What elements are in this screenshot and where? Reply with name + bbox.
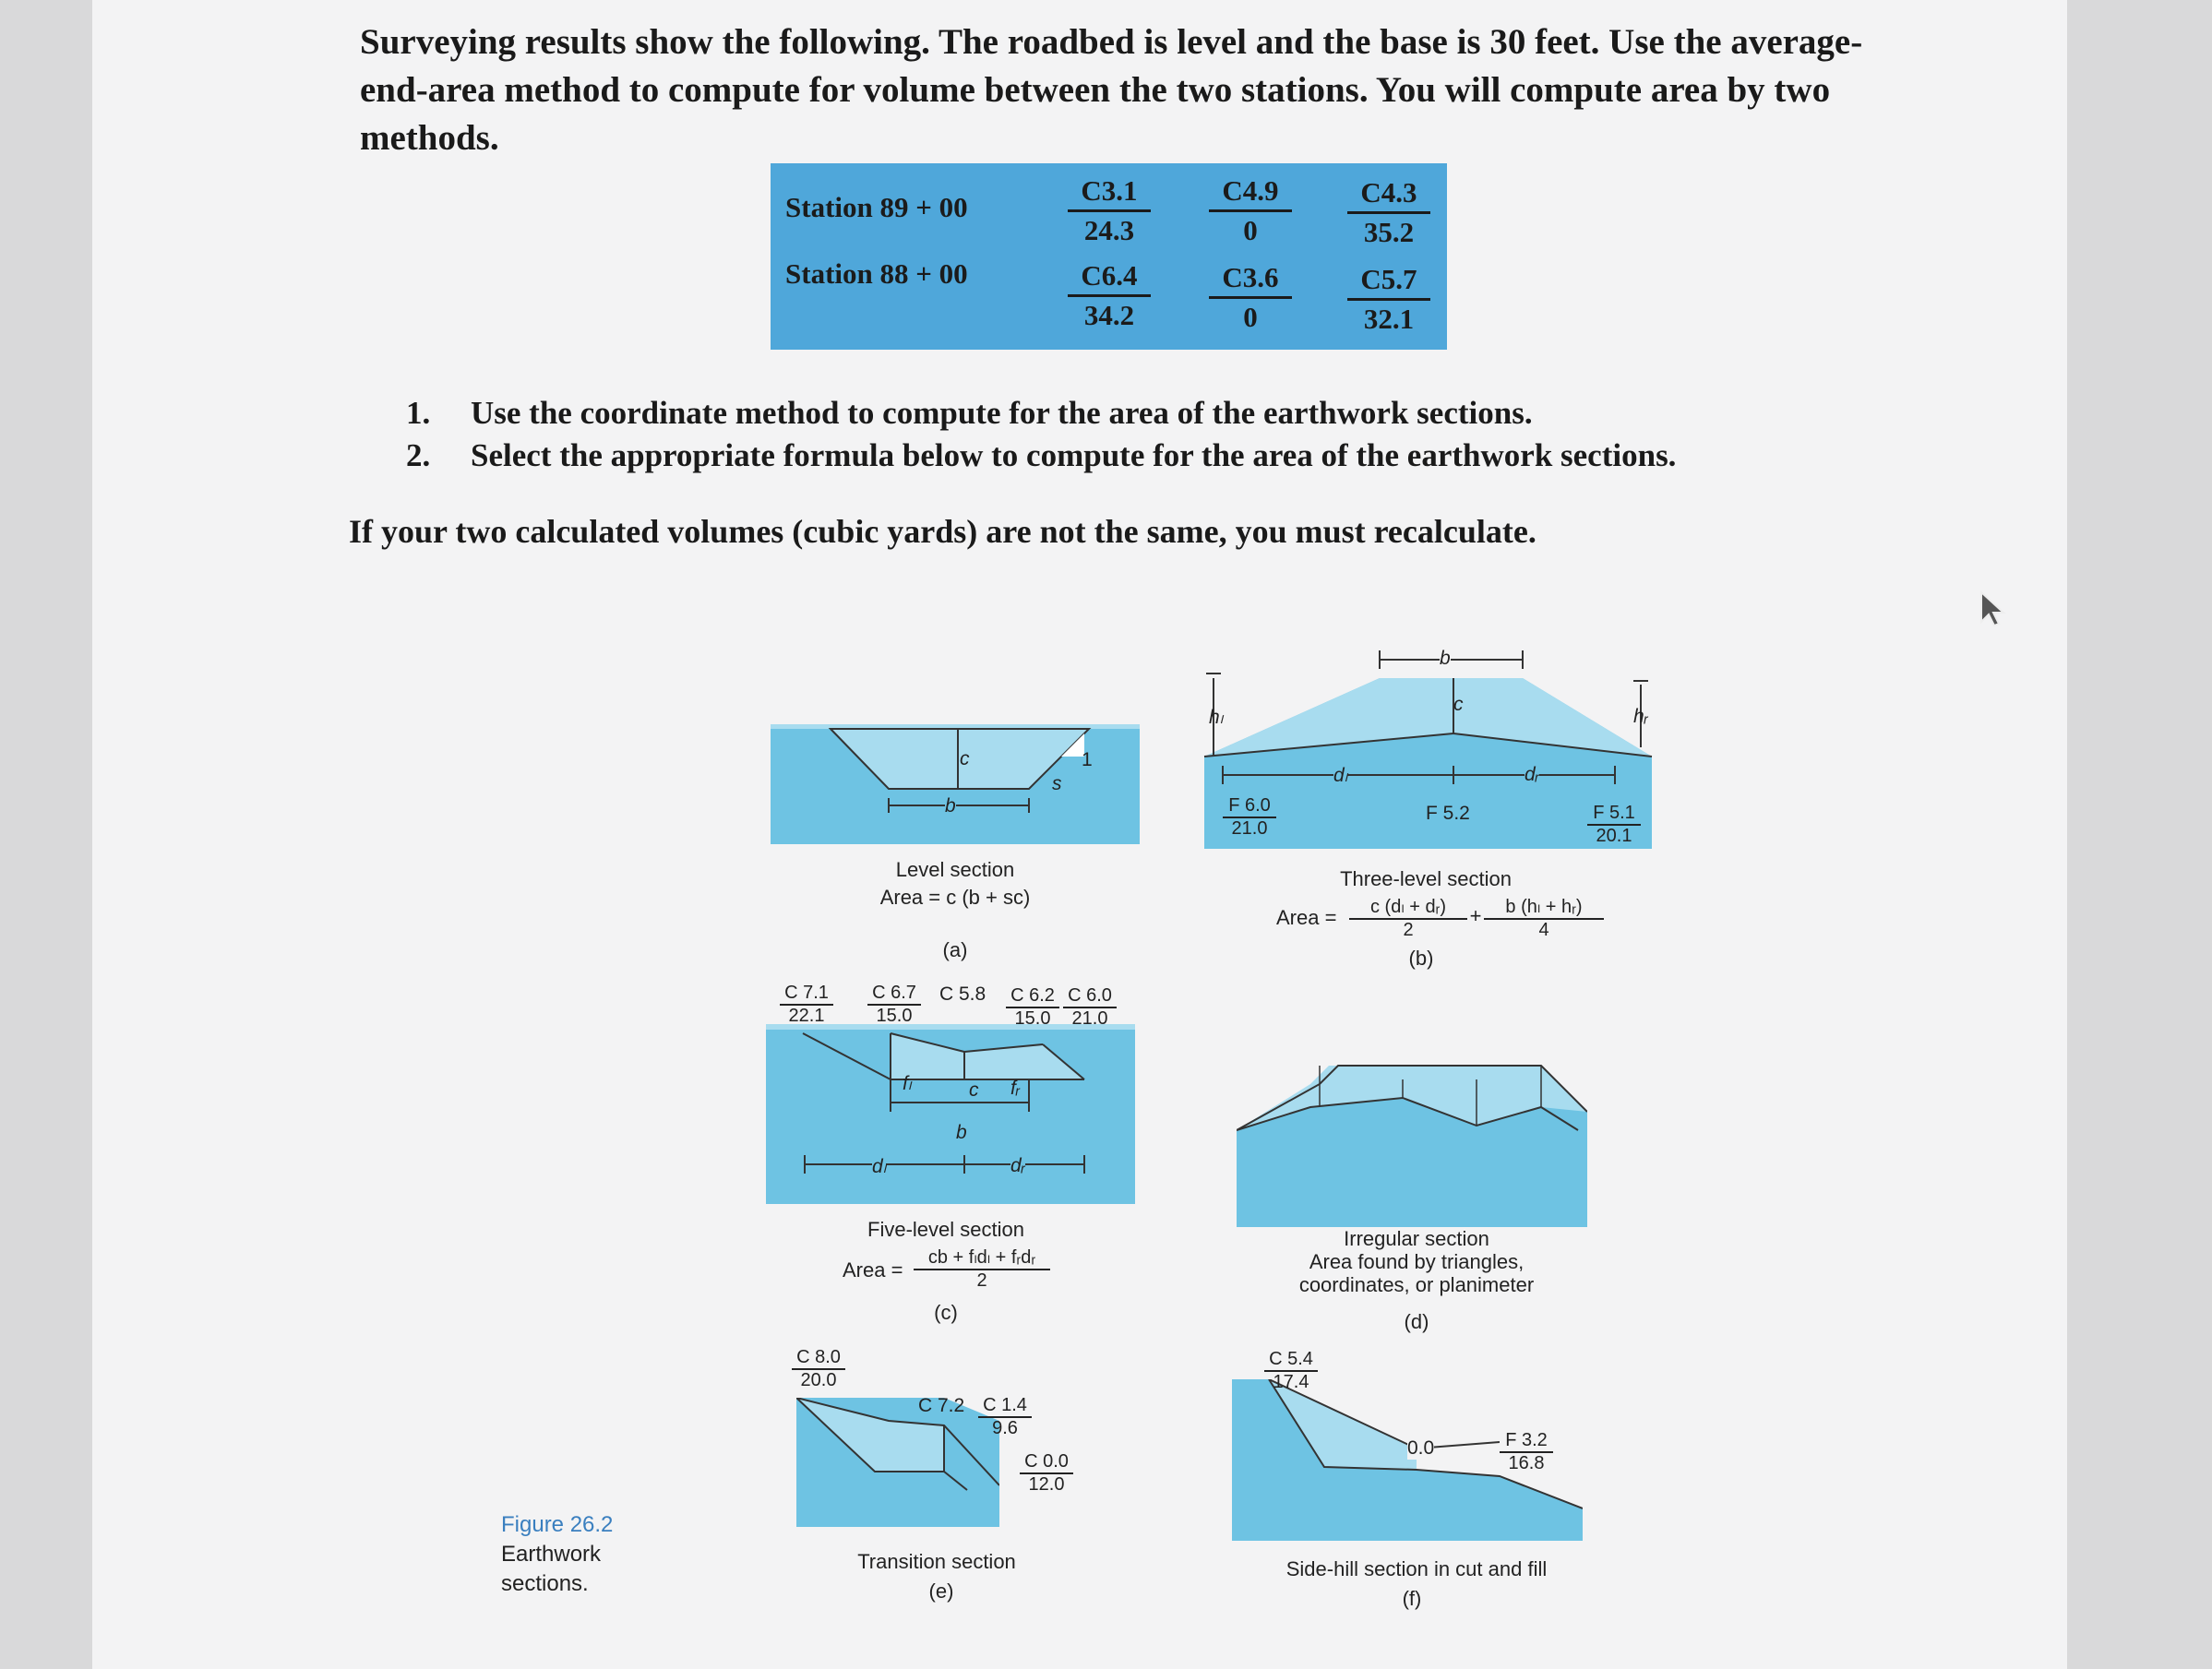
dr-label: dᵣ bbox=[1524, 764, 1539, 785]
section-title: Three-level section bbox=[1340, 867, 1512, 890]
section-letter: (c) bbox=[934, 1301, 958, 1324]
list-item: 1. Use the coordinate method to compute for the area of the earthwork sections. bbox=[406, 395, 1533, 431]
dl-label: dₗ bbox=[1333, 765, 1348, 786]
station-note: $\frac{C3.6}{0}$ bbox=[1209, 261, 1292, 334]
section-title: Level section bbox=[895, 858, 1015, 881]
section-title: Irregular section bbox=[1344, 1227, 1489, 1250]
five-level-section-diagram bbox=[766, 1024, 1135, 1204]
grade-note: F 3.2 16.8 bbox=[1500, 1430, 1553, 1474]
grade-note: C 6.0 21.0 bbox=[1063, 985, 1117, 1030]
station-note: $\frac{C4.9}{0}$ bbox=[1209, 174, 1292, 247]
c-label: c bbox=[960, 748, 970, 769]
area-prefix: Area = bbox=[1276, 906, 1337, 929]
grade-note: C 6.2 15.0 bbox=[1006, 985, 1059, 1030]
section-letter: (b) bbox=[1408, 947, 1434, 970]
section-title: Transition section bbox=[857, 1550, 1016, 1573]
grade-note: C 5.8 bbox=[939, 984, 986, 1005]
s-label: s bbox=[1052, 773, 1062, 794]
b-label: b bbox=[1440, 648, 1451, 669]
grade-note: C 6.7 15.0 bbox=[867, 983, 921, 1027]
grade-note: C 0.0 12.0 bbox=[1020, 1451, 1073, 1496]
problem-statement: Surveying results show the following. The roadbed is level and the base is 30 feet. Use the average-end-area method to compute for volume between the two stations. You will compute area by two methods. bbox=[360, 22, 1863, 158]
mouse-cursor-icon bbox=[1979, 590, 2009, 629]
dr-label: dᵣ bbox=[1010, 1155, 1025, 1176]
c-label: c bbox=[969, 1079, 979, 1101]
formula-term: cb + fₗdₗ + fᵣdᵣ 2 bbox=[914, 1246, 1050, 1292]
hr-label: hᵣ bbox=[1633, 706, 1648, 727]
station-note: $\frac{C3.1}{24.3}$ bbox=[1068, 174, 1151, 247]
station-note: $\frac{C6.4}{34.2}$ bbox=[1068, 259, 1151, 332]
grade-note: C 7.2 bbox=[918, 1395, 965, 1416]
slope-one-label: 1 bbox=[1082, 749, 1093, 770]
b-label: b bbox=[956, 1122, 967, 1143]
station-note: $\frac{C4.3}{35.2}$ bbox=[1347, 176, 1430, 249]
grade-note: C 5.4 17.4 bbox=[1264, 1349, 1318, 1393]
plus-sign: + bbox=[1469, 904, 1482, 927]
transition-section-diagram bbox=[796, 1398, 999, 1527]
dl-label: dₗ bbox=[872, 1156, 887, 1177]
section-title: Side-hill section in cut and fill bbox=[1285, 1557, 1548, 1580]
section-description: Area found by triangles, bbox=[1309, 1250, 1524, 1273]
instruction-list bbox=[406, 392, 1676, 477]
grade-note: F 5.1 20.1 bbox=[1587, 803, 1641, 847]
b-label: b bbox=[945, 795, 956, 817]
formula-term: b (hₗ + hᵣ) 4 bbox=[1484, 895, 1604, 941]
station-note: $\frac{C5.7}{32.1}$ bbox=[1347, 263, 1430, 336]
grade-note: C 7.1 22.1 bbox=[780, 983, 833, 1027]
fl-label: fₗ bbox=[903, 1073, 912, 1094]
fr-label: fᵣ bbox=[1010, 1078, 1020, 1099]
section-title: Five-level section bbox=[867, 1218, 1024, 1241]
irregular-section-diagram bbox=[1237, 1056, 1587, 1227]
section-letter: (e) bbox=[928, 1580, 954, 1603]
level-section-diagram bbox=[771, 724, 1140, 844]
section-formula: Area = c (b + sc) bbox=[879, 886, 1031, 909]
grade-note: F 6.0 21.0 bbox=[1223, 795, 1276, 840]
station-label: Station 88 + 00 bbox=[785, 257, 968, 290]
formula-term: c (dₗ + dᵣ) 2 bbox=[1349, 895, 1467, 941]
hl-label: hₗ bbox=[1209, 707, 1224, 728]
recalculate-note: If your two calculated volumes (cubic yards) are not the same, you must recalculate. bbox=[349, 513, 1536, 550]
list-item: 2. Select the appropriate formula below to compute for the area of the earthwork sections. bbox=[406, 437, 1677, 473]
figure-caption: Figure 26.2 Earthwork sections. bbox=[501, 1512, 614, 1596]
c-label: c bbox=[1453, 694, 1464, 715]
grade-note: F 5.2 bbox=[1426, 803, 1470, 824]
grade-note: 0.0 bbox=[1407, 1437, 1435, 1459]
section-description: coordinates, or planimeter bbox=[1298, 1273, 1535, 1296]
station-table bbox=[771, 163, 1447, 350]
grade-note: C 8.0 20.0 bbox=[792, 1347, 845, 1391]
section-letter: (a) bbox=[942, 938, 968, 961]
station-label: Station 89 + 00 bbox=[785, 191, 968, 223]
section-letter: (f) bbox=[1402, 1587, 1422, 1610]
area-prefix: Area = bbox=[843, 1258, 903, 1282]
grade-note: C 1.4 9.6 bbox=[978, 1395, 1032, 1439]
section-letter: (d) bbox=[1404, 1310, 1429, 1333]
